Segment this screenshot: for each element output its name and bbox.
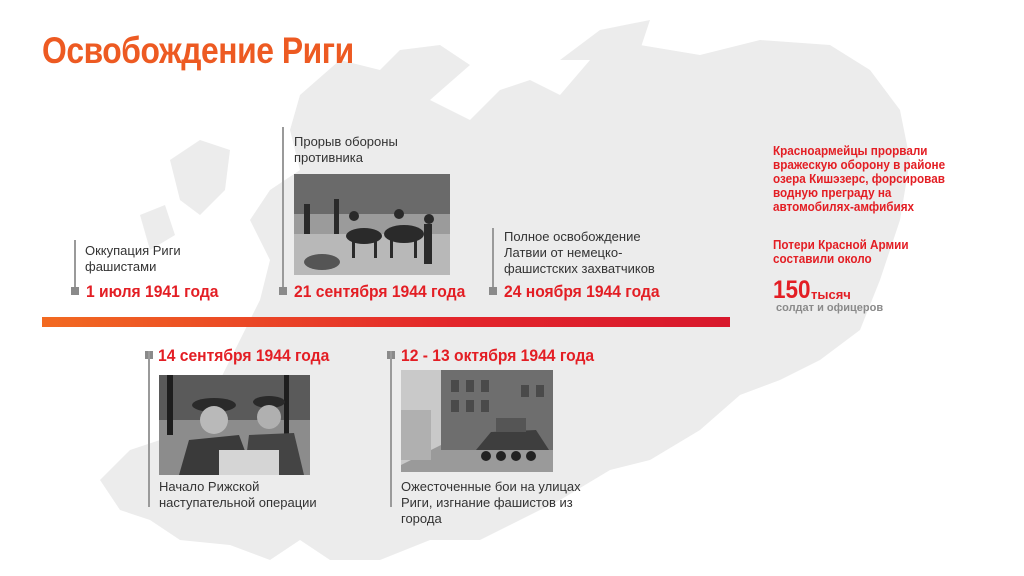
timeline-connector [492,228,494,290]
event-date: 12 - 13 октября 1944 года [401,346,595,365]
timeline-connector [148,351,150,507]
losses-unit: тысяч [811,287,851,302]
timeline-connector [282,127,284,290]
event-date: 14 сентября 1944 года [158,346,330,365]
timeline-marker [279,287,287,295]
losses-number: 150 [773,276,811,304]
event-description: Начало Рижской наступательной операции [159,479,317,510]
timeline-marker [489,287,497,295]
event-description: Полное освобождение Латвии от немецко-фашистских захватчиков [504,229,655,276]
battle-photo-horses [294,174,450,275]
page-title: Освобождение Риги [42,30,354,71]
officers-photo [159,375,310,475]
event-date: 1 июля 1941 года [86,282,219,301]
losses-caption: солдат и офицеров [776,302,884,314]
street-battle-photo [401,370,553,472]
event-description: Прорыв обороны противника [294,134,398,165]
sidebar-fact-text: Красноармейцы прорвали вражескую оборону в районе озера Кишэзерс, форсировав водную преграду на автомобилях-амфибиях [773,143,946,214]
timeline-connector [74,240,76,290]
timeline-bar [42,317,730,327]
timeline-marker [71,287,79,295]
event-date: 24 ноября 1944 года [504,282,660,301]
event-description: Оккупация Риги фашистами [85,243,181,274]
event-description: Ожесточенные бои на улицах Риги, изгнание фашистов из города [401,479,581,526]
sidebar-losses-text: Потери Красной Армии составили около [773,237,909,266]
timeline-connector [390,351,392,507]
event-date: 21 сентября 1944 года [294,282,466,301]
